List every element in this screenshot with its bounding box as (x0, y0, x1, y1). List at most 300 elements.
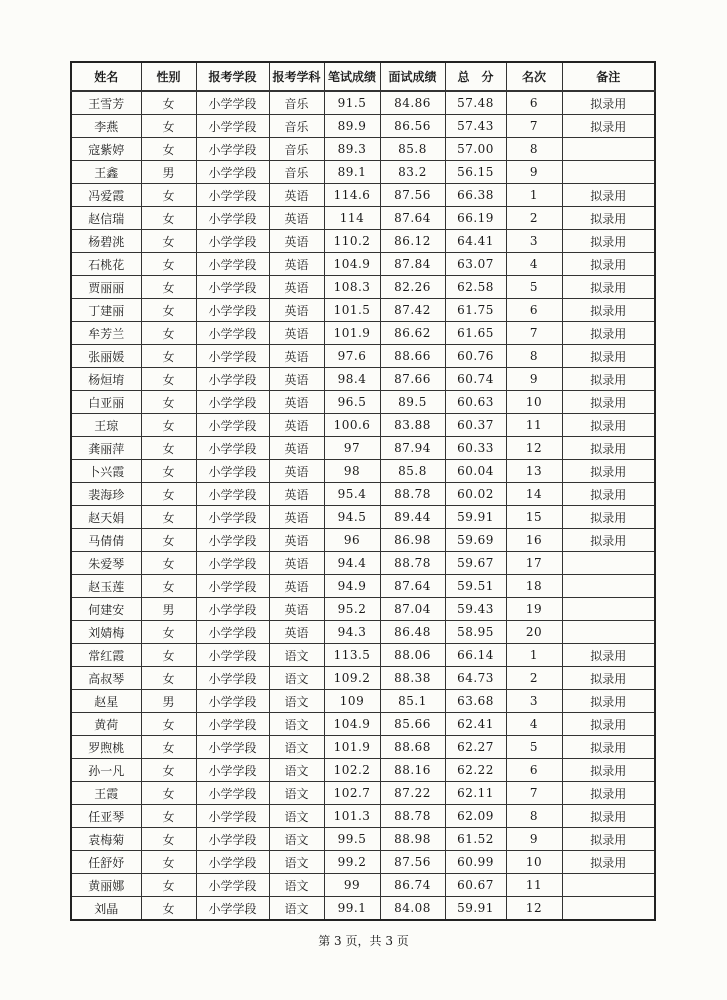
cell-rank: 8 (506, 138, 562, 161)
cell-name: 赵星 (71, 690, 141, 713)
cell-interview-score: 86.74 (380, 874, 445, 897)
cell-stage: 小学学段 (196, 828, 269, 851)
cell-subject: 英语 (269, 483, 324, 506)
table-row (71, 874, 655, 897)
cell-interview-score: 88.78 (380, 552, 445, 575)
cell-stage: 小学学段 (196, 897, 269, 921)
cell-stage: 小学学段 (196, 782, 269, 805)
cell-stage: 小学学段 (196, 184, 269, 207)
table-row (71, 483, 655, 506)
cell-remark: 拟录用 (562, 690, 655, 713)
cell-gender: 女 (141, 828, 196, 851)
cell-written-score: 110.2 (324, 230, 380, 253)
cell-written-score: 94.4 (324, 552, 380, 575)
cell-remark (562, 621, 655, 644)
cell-name: 王雪芳 (71, 91, 141, 115)
cell-gender: 女 (141, 575, 196, 598)
cell-remark: 拟录用 (562, 460, 655, 483)
cell-remark (562, 897, 655, 921)
cell-remark: 拟录用 (562, 713, 655, 736)
cell-written-score: 101.3 (324, 805, 380, 828)
cell-written-score: 89.1 (324, 161, 380, 184)
cell-name: 何建安 (71, 598, 141, 621)
cell-remark: 拟录用 (562, 184, 655, 207)
cell-name: 龚丽萍 (71, 437, 141, 460)
cell-written-score: 104.9 (324, 253, 380, 276)
table-row (71, 230, 655, 253)
cell-name: 王霞 (71, 782, 141, 805)
cell-subject: 音乐 (269, 138, 324, 161)
cell-written-score: 101.9 (324, 736, 380, 759)
table-row (71, 828, 655, 851)
cell-remark: 拟录用 (562, 230, 655, 253)
cell-subject: 英语 (269, 437, 324, 460)
cell-gender: 男 (141, 161, 196, 184)
cell-rank: 12 (506, 897, 562, 921)
cell-total-score: 63.68 (445, 690, 506, 713)
cell-gender: 女 (141, 529, 196, 552)
cell-name: 李燕 (71, 115, 141, 138)
table-row (71, 529, 655, 552)
cell-total-score: 61.75 (445, 299, 506, 322)
cell-interview-score: 87.04 (380, 598, 445, 621)
cell-total-score: 60.99 (445, 851, 506, 874)
cell-total-score: 62.27 (445, 736, 506, 759)
cell-subject: 英语 (269, 299, 324, 322)
cell-written-score: 102.2 (324, 759, 380, 782)
cell-subject: 英语 (269, 529, 324, 552)
cell-total-score: 62.22 (445, 759, 506, 782)
cell-name: 卜兴霞 (71, 460, 141, 483)
table-row (71, 713, 655, 736)
cell-total-score: 60.63 (445, 391, 506, 414)
cell-stage: 小学学段 (196, 529, 269, 552)
cell-rank: 9 (506, 368, 562, 391)
cell-name: 张丽媛 (71, 345, 141, 368)
cell-stage: 小学学段 (196, 483, 269, 506)
cell-interview-score: 87.84 (380, 253, 445, 276)
cell-stage: 小学学段 (196, 391, 269, 414)
cell-stage: 小学学段 (196, 460, 269, 483)
cell-rank: 3 (506, 230, 562, 253)
cell-name: 贾丽丽 (71, 276, 141, 299)
table-row (71, 322, 655, 345)
cell-stage: 小学学段 (196, 345, 269, 368)
cell-subject: 语文 (269, 713, 324, 736)
cell-name: 杨烜堉 (71, 368, 141, 391)
cell-written-score: 109 (324, 690, 380, 713)
cell-rank: 6 (506, 759, 562, 782)
cell-total-score: 59.91 (445, 506, 506, 529)
cell-subject: 英语 (269, 506, 324, 529)
cell-written-score: 94.9 (324, 575, 380, 598)
cell-gender: 女 (141, 115, 196, 138)
page-number: 第 3 页，共 3 页 (318, 934, 409, 948)
cell-subject: 英语 (269, 276, 324, 299)
cell-rank: 9 (506, 828, 562, 851)
cell-remark: 拟录用 (562, 782, 655, 805)
cell-rank: 4 (506, 253, 562, 276)
cell-remark: 拟录用 (562, 828, 655, 851)
table-header-row (71, 62, 655, 91)
cell-rank: 7 (506, 782, 562, 805)
cell-remark: 拟录用 (562, 322, 655, 345)
cell-total-score: 58.95 (445, 621, 506, 644)
cell-written-score: 94.5 (324, 506, 380, 529)
cell-total-score: 64.41 (445, 230, 506, 253)
cell-subject: 语文 (269, 828, 324, 851)
cell-total-score: 59.51 (445, 575, 506, 598)
table-row (71, 138, 655, 161)
cell-interview-score: 88.38 (380, 667, 445, 690)
column-header-gender: 性别 (141, 62, 196, 91)
cell-interview-score: 86.98 (380, 529, 445, 552)
cell-subject: 英语 (269, 391, 324, 414)
cell-gender: 男 (141, 690, 196, 713)
cell-subject: 语文 (269, 874, 324, 897)
cell-gender: 女 (141, 506, 196, 529)
cell-interview-score: 87.64 (380, 207, 445, 230)
cell-written-score: 91.5 (324, 91, 380, 115)
cell-name: 常红霞 (71, 644, 141, 667)
table-row (71, 805, 655, 828)
table-row (71, 897, 655, 921)
table-row (71, 161, 655, 184)
cell-gender: 女 (141, 782, 196, 805)
table-row (71, 207, 655, 230)
cell-stage: 小学学段 (196, 253, 269, 276)
table-row (71, 552, 655, 575)
cell-rank: 5 (506, 276, 562, 299)
column-header-written-score: 笔试成绩 (324, 62, 380, 91)
cell-rank: 7 (506, 322, 562, 345)
cell-subject: 语文 (269, 690, 324, 713)
cell-stage: 小学学段 (196, 713, 269, 736)
cell-written-score: 114.6 (324, 184, 380, 207)
cell-subject: 英语 (269, 184, 324, 207)
cell-subject: 英语 (269, 598, 324, 621)
cell-remark: 拟录用 (562, 483, 655, 506)
cell-remark (562, 552, 655, 575)
cell-stage: 小学学段 (196, 506, 269, 529)
cell-written-score: 96 (324, 529, 380, 552)
cell-interview-score: 88.16 (380, 759, 445, 782)
cell-name: 刘婧梅 (71, 621, 141, 644)
cell-subject: 语文 (269, 644, 324, 667)
cell-gender: 女 (141, 759, 196, 782)
cell-stage: 小学学段 (196, 207, 269, 230)
cell-gender: 女 (141, 667, 196, 690)
cell-gender: 女 (141, 276, 196, 299)
cell-name: 高叔琴 (71, 667, 141, 690)
cell-written-score: 98 (324, 460, 380, 483)
cell-total-score: 60.74 (445, 368, 506, 391)
column-header-remark: 备注 (562, 62, 655, 91)
cell-total-score: 60.33 (445, 437, 506, 460)
cell-written-score: 102.7 (324, 782, 380, 805)
cell-written-score: 108.3 (324, 276, 380, 299)
cell-written-score: 89.3 (324, 138, 380, 161)
table-row (71, 782, 655, 805)
cell-remark: 拟录用 (562, 253, 655, 276)
cell-gender: 女 (141, 552, 196, 575)
cell-gender: 女 (141, 897, 196, 921)
cell-interview-score: 88.66 (380, 345, 445, 368)
cell-written-score: 96.5 (324, 391, 380, 414)
cell-gender: 女 (141, 736, 196, 759)
cell-total-score: 56.15 (445, 161, 506, 184)
cell-stage: 小学学段 (196, 736, 269, 759)
cell-rank: 4 (506, 713, 562, 736)
cell-name: 杨碧洮 (71, 230, 141, 253)
cell-written-score: 104.9 (324, 713, 380, 736)
cell-rank: 13 (506, 460, 562, 483)
cell-total-score: 59.67 (445, 552, 506, 575)
cell-stage: 小学学段 (196, 690, 269, 713)
cell-remark: 拟录用 (562, 276, 655, 299)
cell-name: 石桃花 (71, 253, 141, 276)
cell-name: 孙一凡 (71, 759, 141, 782)
cell-written-score: 101.5 (324, 299, 380, 322)
cell-stage: 小学学段 (196, 322, 269, 345)
cell-interview-score: 88.78 (380, 483, 445, 506)
column-header-name: 姓名 (71, 62, 141, 91)
table-row (71, 368, 655, 391)
cell-name: 黄荷 (71, 713, 141, 736)
cell-interview-score: 87.42 (380, 299, 445, 322)
cell-rank: 18 (506, 575, 562, 598)
cell-gender: 女 (141, 207, 196, 230)
cell-name: 赵天娟 (71, 506, 141, 529)
cell-stage: 小学学段 (196, 805, 269, 828)
cell-gender: 女 (141, 483, 196, 506)
cell-stage: 小学学段 (196, 598, 269, 621)
cell-subject: 英语 (269, 552, 324, 575)
cell-stage: 小学学段 (196, 759, 269, 782)
cell-remark: 拟录用 (562, 506, 655, 529)
cell-remark: 拟录用 (562, 736, 655, 759)
cell-name: 刘晶 (71, 897, 141, 921)
cell-interview-score: 82.26 (380, 276, 445, 299)
table-row (71, 345, 655, 368)
cell-remark: 拟录用 (562, 115, 655, 138)
table-row (71, 690, 655, 713)
cell-gender: 女 (141, 621, 196, 644)
cell-stage: 小学学段 (196, 667, 269, 690)
cell-remark: 拟录用 (562, 529, 655, 552)
cell-remark: 拟录用 (562, 667, 655, 690)
cell-written-score: 95.2 (324, 598, 380, 621)
column-header-rank: 名次 (506, 62, 562, 91)
cell-gender: 女 (141, 391, 196, 414)
cell-subject: 英语 (269, 414, 324, 437)
cell-rank: 1 (506, 184, 562, 207)
cell-interview-score: 87.22 (380, 782, 445, 805)
cell-rank: 8 (506, 805, 562, 828)
cell-rank: 3 (506, 690, 562, 713)
cell-name: 马倩倩 (71, 529, 141, 552)
column-header-subject: 报考学科 (269, 62, 324, 91)
table-row (71, 598, 655, 621)
cell-interview-score: 87.66 (380, 368, 445, 391)
cell-gender: 女 (141, 460, 196, 483)
cell-remark: 拟录用 (562, 299, 655, 322)
cell-subject: 音乐 (269, 91, 324, 115)
table-row (71, 667, 655, 690)
cell-rank: 7 (506, 115, 562, 138)
table-row (71, 253, 655, 276)
cell-gender: 女 (141, 713, 196, 736)
cell-name: 朱爱琴 (71, 552, 141, 575)
cell-stage: 小学学段 (196, 437, 269, 460)
cell-gender: 女 (141, 322, 196, 345)
table-row (71, 391, 655, 414)
cell-interview-score: 85.1 (380, 690, 445, 713)
cell-stage: 小学学段 (196, 414, 269, 437)
cell-name: 袁梅菊 (71, 828, 141, 851)
cell-name: 任亚琴 (71, 805, 141, 828)
table-row (71, 91, 655, 115)
cell-written-score: 94.3 (324, 621, 380, 644)
cell-interview-score: 85.8 (380, 138, 445, 161)
cell-interview-score: 83.88 (380, 414, 445, 437)
cell-stage: 小学学段 (196, 299, 269, 322)
cell-stage: 小学学段 (196, 874, 269, 897)
cell-rank: 2 (506, 667, 562, 690)
cell-subject: 英语 (269, 368, 324, 391)
cell-interview-score: 86.62 (380, 322, 445, 345)
cell-total-score: 60.37 (445, 414, 506, 437)
cell-name: 赵玉莲 (71, 575, 141, 598)
cell-interview-score: 87.64 (380, 575, 445, 598)
cell-stage: 小学学段 (196, 115, 269, 138)
cell-interview-score: 85.66 (380, 713, 445, 736)
cell-subject: 英语 (269, 322, 324, 345)
cell-total-score: 66.19 (445, 207, 506, 230)
cell-gender: 女 (141, 851, 196, 874)
cell-remark: 拟录用 (562, 207, 655, 230)
cell-written-score: 99 (324, 874, 380, 897)
cell-written-score: 95.4 (324, 483, 380, 506)
cell-total-score: 62.09 (445, 805, 506, 828)
cell-total-score: 57.48 (445, 91, 506, 115)
cell-total-score: 62.58 (445, 276, 506, 299)
table-row (71, 736, 655, 759)
cell-name: 裴海珍 (71, 483, 141, 506)
cell-total-score: 63.07 (445, 253, 506, 276)
cell-interview-score: 89.44 (380, 506, 445, 529)
cell-rank: 10 (506, 851, 562, 874)
cell-total-score: 59.43 (445, 598, 506, 621)
cell-remark: 拟录用 (562, 805, 655, 828)
cell-written-score: 100.6 (324, 414, 380, 437)
cell-name: 王鑫 (71, 161, 141, 184)
table-row (71, 184, 655, 207)
cell-gender: 女 (141, 253, 196, 276)
cell-interview-score: 84.86 (380, 91, 445, 115)
cell-subject: 英语 (269, 460, 324, 483)
cell-interview-score: 88.78 (380, 805, 445, 828)
cell-name: 寇紫婷 (71, 138, 141, 161)
cell-subject: 音乐 (269, 161, 324, 184)
cell-rank: 12 (506, 437, 562, 460)
cell-interview-score: 88.68 (380, 736, 445, 759)
cell-remark (562, 138, 655, 161)
cell-rank: 11 (506, 414, 562, 437)
cell-subject: 英语 (269, 575, 324, 598)
cell-rank: 14 (506, 483, 562, 506)
score-table (70, 61, 656, 921)
cell-total-score: 57.43 (445, 115, 506, 138)
cell-interview-score: 83.2 (380, 161, 445, 184)
cell-rank: 11 (506, 874, 562, 897)
cell-rank: 1 (506, 644, 562, 667)
cell-rank: 9 (506, 161, 562, 184)
cell-stage: 小学学段 (196, 368, 269, 391)
cell-name: 王琼 (71, 414, 141, 437)
cell-interview-score: 87.56 (380, 184, 445, 207)
cell-written-score: 97.6 (324, 345, 380, 368)
table-row (71, 414, 655, 437)
cell-gender: 男 (141, 598, 196, 621)
cell-stage: 小学学段 (196, 138, 269, 161)
cell-remark: 拟录用 (562, 368, 655, 391)
cell-name: 任舒妤 (71, 851, 141, 874)
cell-gender: 女 (141, 299, 196, 322)
cell-stage: 小学学段 (196, 91, 269, 115)
cell-rank: 2 (506, 207, 562, 230)
cell-rank: 6 (506, 91, 562, 115)
cell-written-score: 99.2 (324, 851, 380, 874)
cell-subject: 语文 (269, 736, 324, 759)
cell-gender: 女 (141, 414, 196, 437)
cell-remark: 拟录用 (562, 644, 655, 667)
table-row (71, 437, 655, 460)
cell-name: 冯爱霞 (71, 184, 141, 207)
cell-rank: 20 (506, 621, 562, 644)
cell-total-score: 60.67 (445, 874, 506, 897)
cell-stage: 小学学段 (196, 851, 269, 874)
cell-gender: 女 (141, 138, 196, 161)
cell-rank: 17 (506, 552, 562, 575)
cell-subject: 英语 (269, 621, 324, 644)
table-row (71, 851, 655, 874)
cell-interview-score: 86.56 (380, 115, 445, 138)
cell-interview-score: 89.5 (380, 391, 445, 414)
cell-interview-score: 86.48 (380, 621, 445, 644)
cell-gender: 女 (141, 184, 196, 207)
table-row (71, 621, 655, 644)
cell-written-score: 109.2 (324, 667, 380, 690)
cell-interview-score: 85.8 (380, 460, 445, 483)
cell-subject: 语文 (269, 851, 324, 874)
cell-total-score: 60.04 (445, 460, 506, 483)
cell-written-score: 101.9 (324, 322, 380, 345)
table-row (71, 575, 655, 598)
cell-rank: 19 (506, 598, 562, 621)
cell-total-score: 62.41 (445, 713, 506, 736)
cell-rank: 6 (506, 299, 562, 322)
cell-written-score: 98.4 (324, 368, 380, 391)
cell-remark: 拟录用 (562, 414, 655, 437)
cell-stage: 小学学段 (196, 575, 269, 598)
cell-rank: 8 (506, 345, 562, 368)
cell-remark (562, 598, 655, 621)
cell-subject: 音乐 (269, 115, 324, 138)
cell-total-score: 61.52 (445, 828, 506, 851)
cell-rank: 5 (506, 736, 562, 759)
cell-interview-score: 87.94 (380, 437, 445, 460)
